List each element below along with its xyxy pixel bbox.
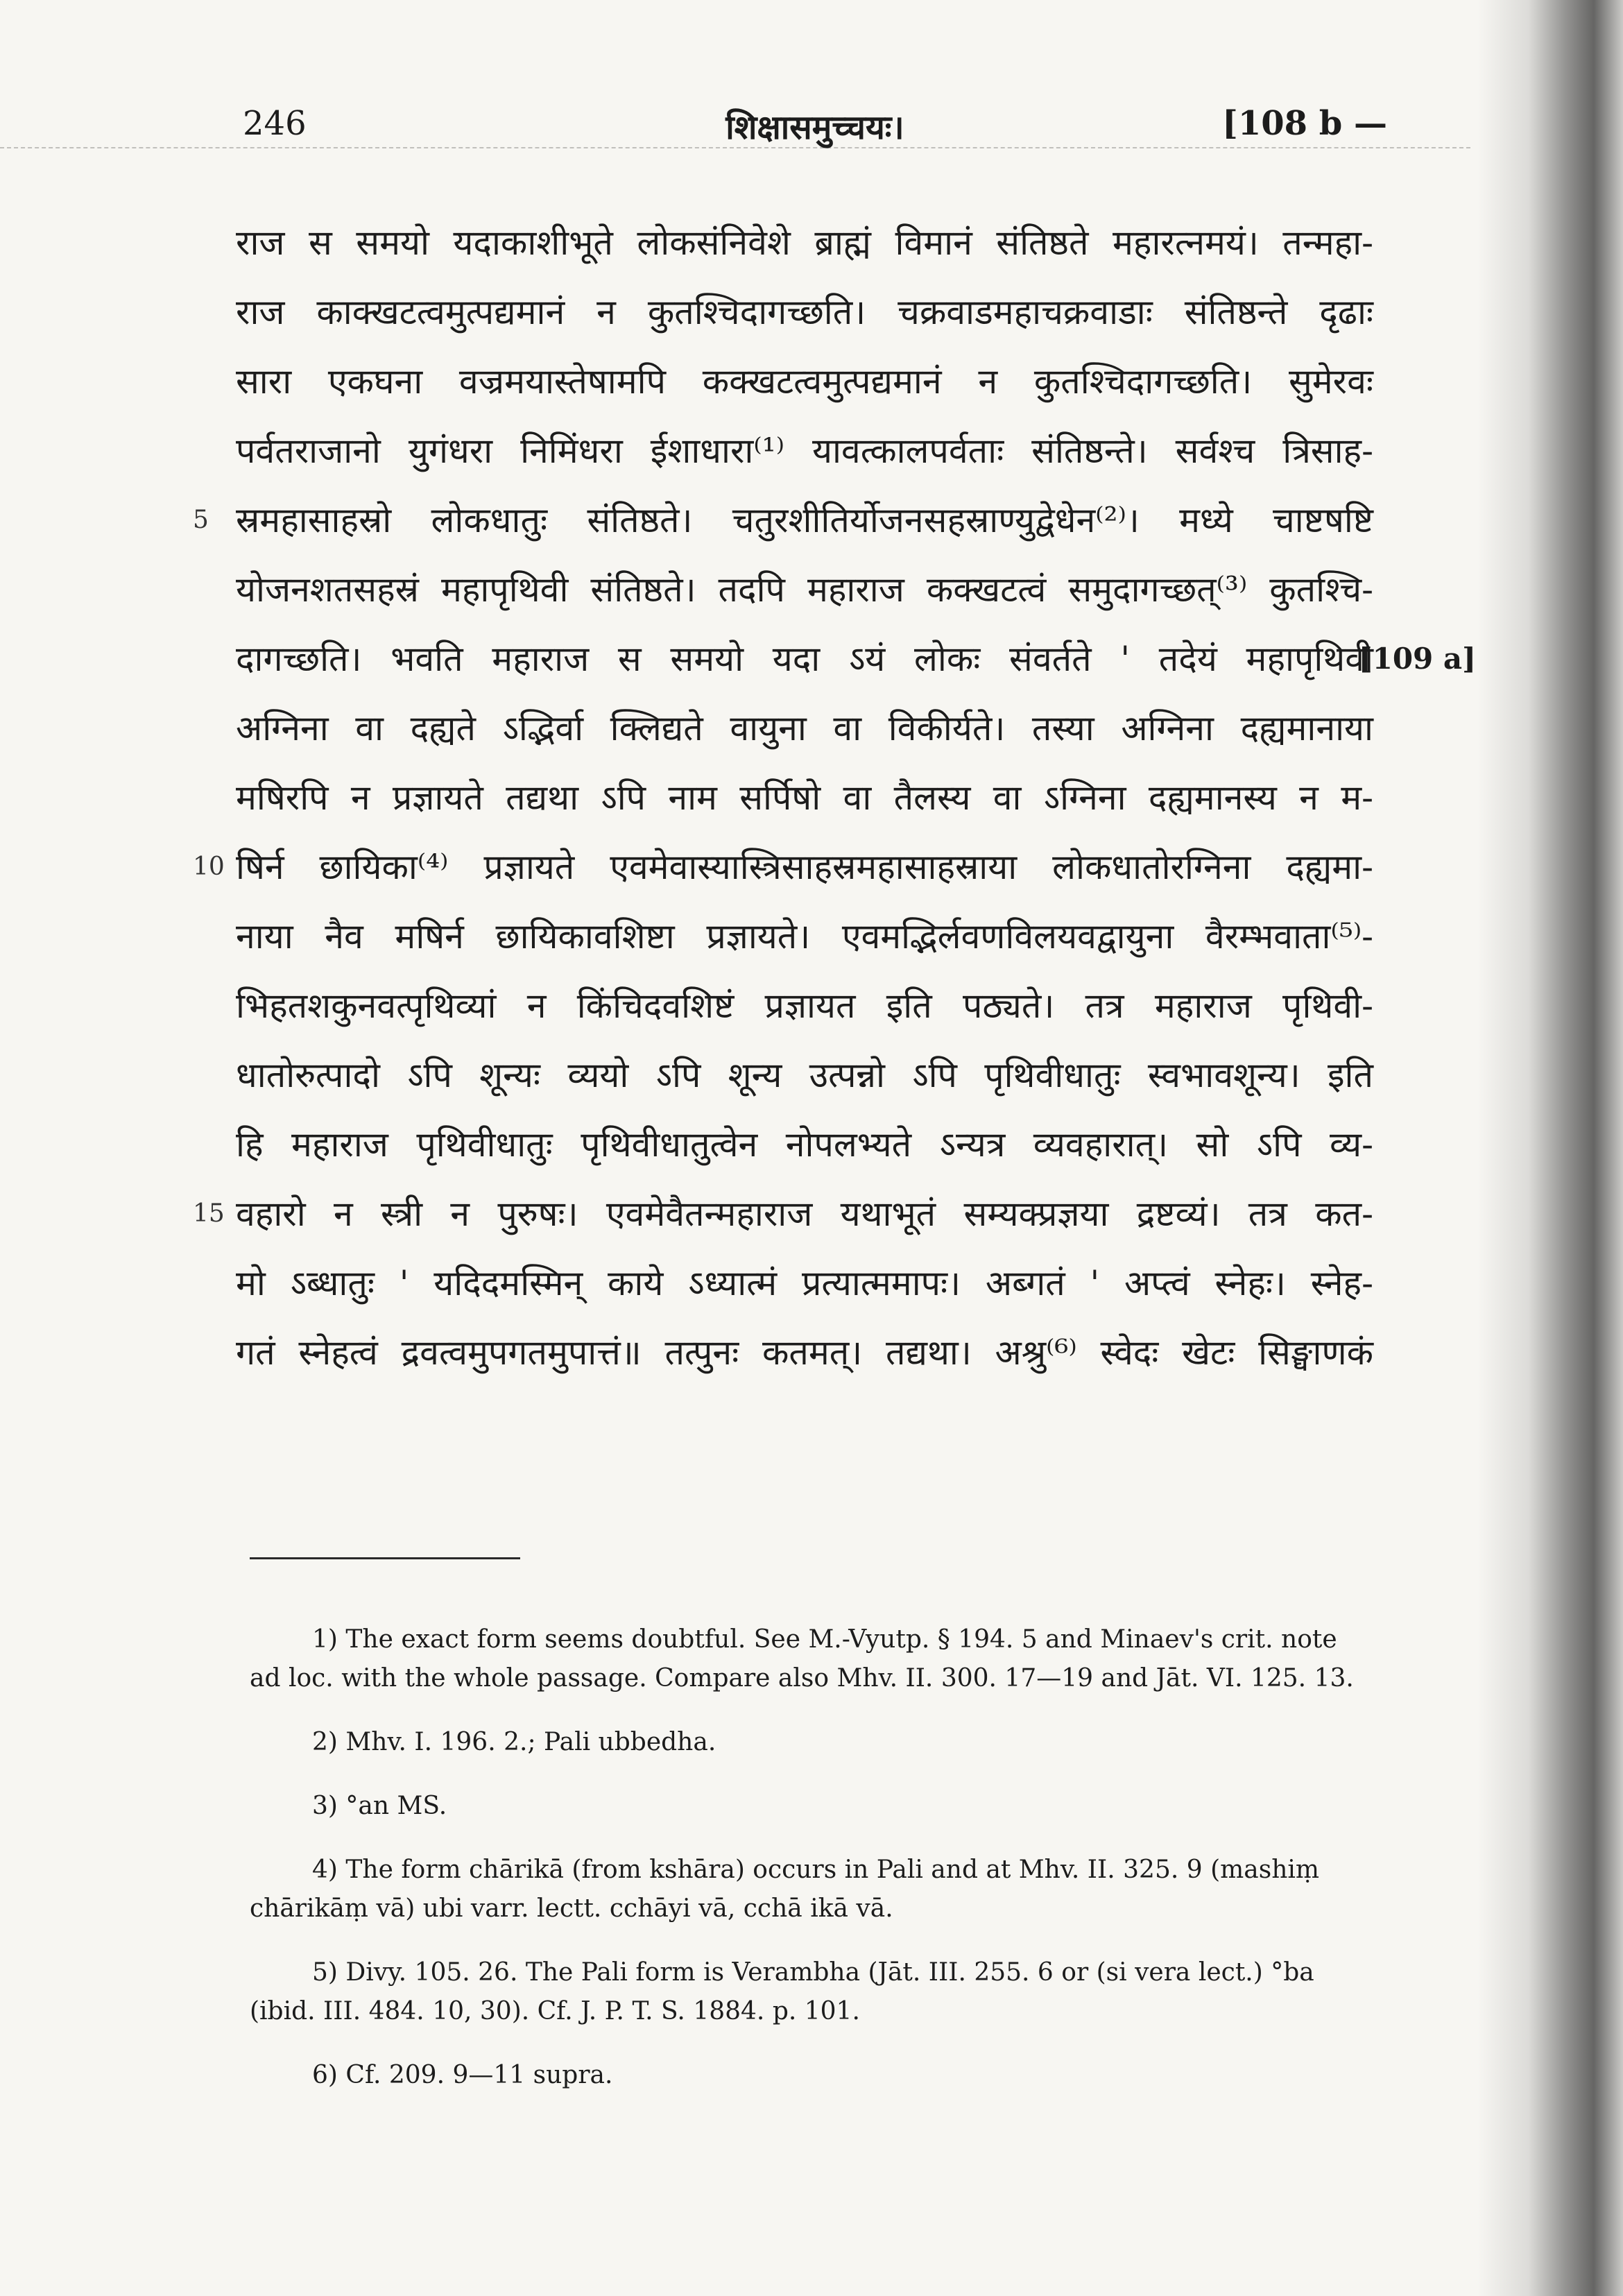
running-title: शिक्षासमुच्चयः। [725,108,904,147]
text-line [236,1318,1373,1387]
line-text: दागच्छति। भवति महाराज स समयो यदा ऽयं लोकः संवर्तते ' तदेयं महापृथिवी [236,639,1373,679]
line-text: स्रमहासाहस्रो लोकधातुः संतिष्ठते। चतुरशीतिर्योजनसहस्राण्युद्वेधेन⁽²⁾। मध्ये चाष्टषष्टि [236,500,1373,540]
text-line [236,1110,1373,1179]
line-text: नाया नैव मषिर्न छायिकावशिष्टा प्रज्ञायते। एवमद्भिर्लवणविलयवद्वायुना वैरम्भवाता⁽⁵⁾- [236,916,1373,957]
text-line [236,902,1373,971]
line-text: मषिरपि न प्रज्ञायते तद्यथा ऽपि नाम सर्पिषो वा तैलस्य वा ऽग्निना दह्यमानस्य न म- [236,778,1373,818]
line-text: षिर्न छायिका⁽⁴⁾ प्रज्ञायते एवमेवास्यास्त्रिसाहस्रमहासाहस्राया लोकधातोरग्निना दह्यमा- [236,847,1373,887]
line-text: सारा एकघना वज्रमयास्तेषामपि कक्खटत्वमुत्पद्यमानं न कुतश्चिदागच्छति। सुमेरवः [236,361,1373,402]
line-text: हि महाराज पृथिवीधातुः पृथिवीधातुत्वेन नोपलभ्यते ऽन्यत्र व्यवहारात्। सो ऽपि व्य- [236,1124,1373,1165]
footnote: 6) Cf. 209. 9—11 supra. [312,2061,613,2089]
page-number: 246 [243,104,307,143]
footnote: 3) °an MS. [312,1792,447,1820]
line-text: पर्वतराजानो युगंधरा निमिंधरा ईशाधारा⁽¹⁾ यावत्कालपर्वताः संतिष्ठन्ते। सर्वश्च त्रिसाह- [236,431,1373,471]
text-line [236,1249,1373,1318]
text-line [236,624,1476,694]
line-text: वहारो न स्त्री न पुरुषः। एवमेवैतन्महाराज यथाभूतं सम्यक्प्रज्ञया द्रष्टव्यं। तत्र कत- [236,1194,1373,1234]
line-text: अग्निना वा दह्यते ऽद्भिर्वा क्लिद्यते वायुना वा विकीर्यते। तस्या अग्निना दह्यमानाया [236,708,1373,748]
binding-edge-shadow [1477,0,1623,2296]
footnote: 4) The form chārikā (from kshāra) occurs in Pali and at Mhv. II. 325. 9 (mashiṃ chārikāṃ vā) ubi varr. lectt. cchāyi vā, cchā ikā vā. [250,1856,1320,1923]
line-text: भिहतशकुनवत्पृथिव्यां न किंचिदवशिष्टं प्रज्ञायत इति पठ्यते। तत्र महाराज पृथिवी- [236,986,1373,1026]
text-line [236,1040,1373,1110]
text-line [193,832,1373,902]
line-text: राज काक्खटत्वमुत्पद्यमानं न कुतश्चिदागच्छति। चक्रवाडमहाचक्रवाडाः संतिष्ठन्ते दृढाः [236,292,1373,332]
line-text: मो ऽब्धातुः ' यदिदमस्मिन् काये ऽध्यात्मं प्रत्यात्ममापः। अब्गतं ' अप्त्वं स्नेहः। स्नेह- [236,1263,1373,1303]
footnote: 1) The exact form seems doubtful. See M.-Vyutp. § 194. 5 and Minaev's crit. note ad loc. with the whole passage. Compare also Mhv. II. 300. 17—19 and Jāt. VI. 125. 13. [250,1625,1354,1693]
sanskrit-text-block [193,208,1476,1387]
footnote-separator [250,1557,520,1559]
footnote: 5) Divy. 105. 26. The Pali form is Verambha (Jāt. III. 255. 6 or (si vera lect.) °ba (ibid. III. 484. 10, 30). Cf. J. P. T. S. 1884. p. 101. [250,1958,1314,2025]
text-line [236,208,1373,277]
text-line [236,555,1373,624]
page-header [243,104,1387,153]
text-line [236,971,1373,1040]
text-line [236,347,1373,416]
text-line [236,694,1373,763]
folio-reference: [108 b — [1222,104,1387,143]
line-text: राज स समयो यदाकाशीभूते लोकसंनिवेशे ब्राह्मं विमानं संतिष्ठते महारत्नमयं। तन्महा- [236,223,1373,263]
text-line [236,763,1373,832]
line-text: योजनशतसहस्रं महापृथिवी संतिष्ठते। तदपि महाराज कक्खटत्वं समुदागच्छत्⁽³⁾ कुतश्चि- [236,569,1373,610]
line-text: गतं स्नेहत्वं द्रवत्वमुपगतमुपात्तं॥ तत्पुनः कतमत्। तद्यथा। अश्रु⁽⁶⁾ स्वेदः खेटः सिङ्घाणकं [236,1333,1373,1373]
text-line [193,486,1373,555]
text-line [193,1179,1373,1249]
footnote: 2) Mhv. I. 196. 2.; Pali ubbedha. [312,1728,716,1756]
marginal-folio-ref: [109 a] [1358,642,1476,676]
text-line [236,416,1373,486]
footnotes [250,1595,1373,2107]
line-number: 5 [193,506,209,534]
line-number: 10 [193,853,225,881]
text-line [236,277,1373,347]
line-number: 15 [193,1199,225,1228]
line-text: धातोरुत्पादो ऽपि शून्यः व्ययो ऽपि शून्य उत्पन्नो ऽपि पृथिवीधातुः स्वभावशून्य। इति [236,1055,1373,1095]
